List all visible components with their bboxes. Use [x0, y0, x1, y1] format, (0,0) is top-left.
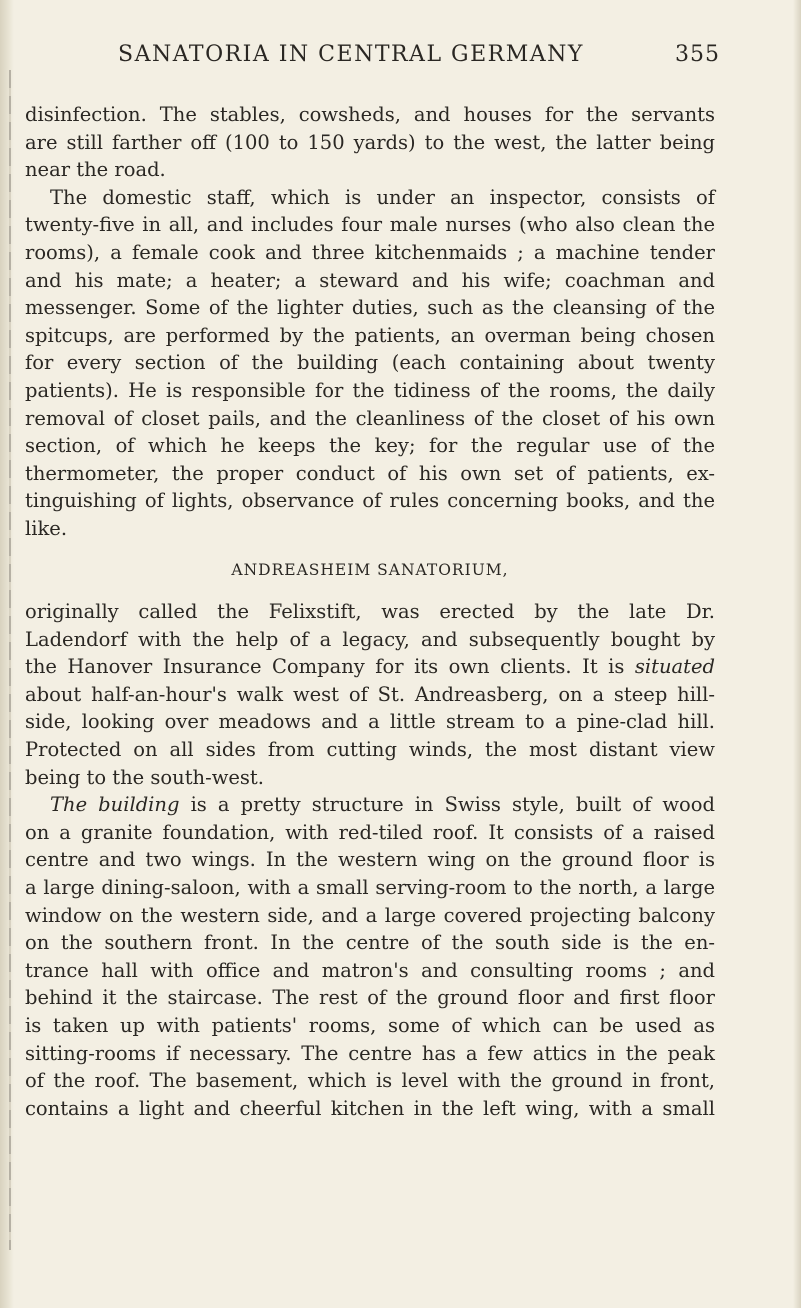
text-line: and his mate; a heater; a steward and his wife; coachman and	[25, 268, 715, 292]
text-line: behind it the staircase. The rest of the ground floor and first floor	[25, 986, 715, 1010]
text-line: Ladendorf with the help of a legacy, and subsequently bought by	[25, 627, 715, 651]
text-line: sitting-rooms if necessary. The centre has a few attics in the peak	[25, 1041, 715, 1065]
text-line	[25, 791, 715, 819]
text-line: trance hall with office and matron's and consulting rooms ; and	[25, 958, 715, 982]
text-line: spitcups, are performed by the patients, an overman being chosen	[25, 323, 715, 347]
text-line: on the southern front. In the centre of the south side is the en-	[25, 931, 715, 955]
text-segment: the Hanover Insurance Company for its own clients. It is	[25, 655, 625, 679]
page-number: 355	[675, 42, 720, 67]
text-line	[25, 653, 715, 681]
text-line: centre and two wings. In the western wing on the ground floor is	[25, 848, 715, 872]
text-line: side, looking over meadows and a little stream to a pine-clad hill.	[25, 710, 715, 734]
page-header	[118, 42, 718, 82]
text-line: disinfection. The stables, cowsheds, and houses for the servants	[25, 103, 715, 126]
section-heading: ANDREASHEIM SANATORIUM,	[231, 560, 509, 579]
binding-edge	[9, 70, 11, 1250]
text-line: of the roof. The basement, which is level with the ground in front,	[25, 1069, 715, 1093]
text-line: rooms), a female cook and three kitchenmaids ; a machine tender	[25, 240, 715, 264]
text-line: tinguishing of lights, observance of rules concerning books, and the	[25, 489, 715, 513]
text-line: Protected on all sides from cutting winds, the most distant view	[25, 738, 715, 762]
text-line: thermometer, the proper conduct of his own set of patients, ex-	[25, 461, 715, 485]
text-line: about half-an-hour's walk west of St. Andreasberg, on a steep hill-	[25, 682, 715, 706]
body-text	[25, 101, 715, 1122]
text-line: contains a light and cheerful kitchen in the left wing, with a small	[25, 1096, 715, 1120]
text-line: patients). He is responsible for the tidiness of the rooms, the daily	[25, 378, 715, 402]
text-line: messenger. Some of the lighter duties, such as the cleansing of the	[25, 296, 715, 320]
text-line: originally called the Felixstift, was erected by the late Dr.	[25, 600, 715, 624]
text-line: The domestic staff, which is under an inspector, consists of	[50, 185, 715, 209]
text-line: like.	[25, 516, 68, 540]
italic-term: The building	[50, 793, 180, 817]
text-line: for every section of the building (each containing about twenty	[25, 351, 715, 375]
text-line: removal of closet pails, and the cleanliness of the closet of his own	[25, 406, 715, 430]
text-line: a large dining-saloon, with a small serving-room to the north, a large	[25, 876, 715, 900]
text-line: window on the western side, and a large covered projecting balcony	[25, 903, 715, 927]
italic-term: situated	[634, 655, 715, 679]
text-segment: is a pretty structure in Swiss style, built of wood	[190, 793, 715, 817]
page-gutter-shadow	[0, 0, 14, 1308]
page-edge-shadow	[793, 0, 801, 1308]
text-line: section, of which he keeps the key; for the regular use of the	[25, 434, 715, 458]
text-line: are still farther off (100 to 150 yards) to the west, the latter being	[25, 130, 715, 154]
text-line: is taken up with patients' rooms, some of which can be used as	[25, 1014, 715, 1037]
text-line: being to the south-west.	[25, 765, 264, 789]
text-line: on a granite foundation, with red-tiled roof. It consists of a raised	[25, 820, 715, 844]
running-head: SANATORIA IN CENTRAL GERMANY	[118, 42, 584, 67]
text-line: near the road.	[25, 158, 166, 182]
text-line: twenty-five in all, and includes four male nurses (who also clean the	[25, 213, 715, 237]
